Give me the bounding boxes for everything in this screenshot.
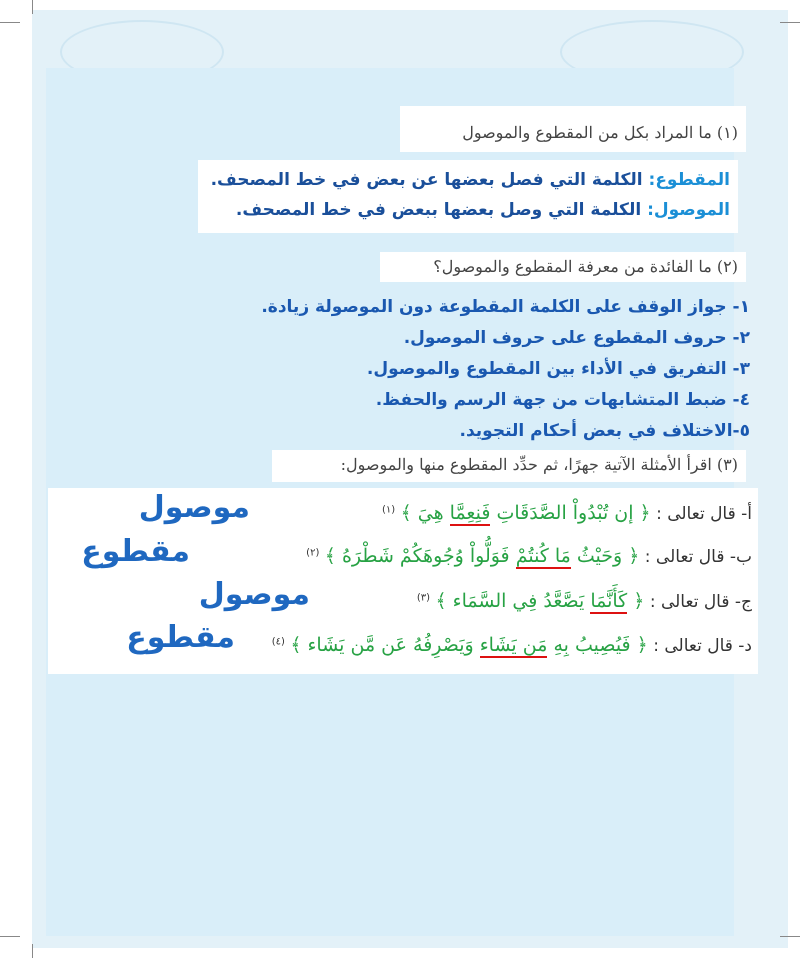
- answer-label: موصول: [198, 577, 310, 612]
- example-label: ج- قال تعالى :: [649, 592, 752, 612]
- example-label: أ- قال تعالى :: [656, 504, 752, 524]
- list-item: ٤- ضبط المتشابهات من جهة الرسم والحفظ.: [375, 390, 750, 410]
- question-2: (٢) ما الفائدة من معرفة المقطوع والموصول؟: [380, 252, 746, 282]
- list-item: ١- جواز الوقف على الكلمة المقطوعة دون الموصولة زيادة.: [261, 297, 750, 317]
- footnote-ref: (١): [381, 504, 396, 516]
- example-label: د- قال تعالى :: [653, 636, 752, 656]
- example-label: ب- قال تعالى :: [644, 547, 752, 567]
- example-row: [417, 590, 752, 612]
- definition-text: الكلمة التي وصل بعضها ببعض في خط المصحف.: [235, 200, 642, 220]
- crop-mark: [32, 944, 33, 958]
- definition-text: الكلمة التي فصل بعضها عن بعض في خط المصحف.: [210, 170, 643, 190]
- list-item: ٥-الاختلاف في بعض أحكام التجويد.: [459, 421, 750, 441]
- list-item: ٢- حروف المقطوع على حروف الموصول.: [403, 328, 750, 348]
- answer-label: مقطوع: [81, 534, 190, 569]
- marked-word: مَن يَشَاء: [479, 634, 548, 656]
- crop-mark: [0, 936, 20, 937]
- definition-mawsul: [236, 200, 730, 220]
- footnote-ref: (٢): [306, 547, 320, 559]
- quran-verse: ﴿ وَحَيْثُ مَا كُنتُمْ فَوَلُّواْ وُجُوهَكُمْ شَطْرَهُ ﴾: [324, 545, 640, 567]
- quran-verse: ﴿ كَأَنَّمَا يَصَّعَّدُ فِي السَّمَاء ﴾: [435, 590, 645, 612]
- quran-verse: ﴿ إن تُبْدُواْ الصَّدَقَاتِ فَنِعِمَّا هِيَ ﴾: [400, 502, 651, 524]
- crop-mark: [32, 0, 33, 14]
- crop-mark: [0, 22, 20, 23]
- example-row: [382, 502, 752, 524]
- example-row: [272, 634, 752, 656]
- definitions-box: [198, 160, 738, 233]
- answer-label: موصول: [138, 490, 250, 525]
- marked-word: كَأَنَّمَا: [590, 590, 628, 612]
- definition-term: المقطوع:: [648, 170, 730, 190]
- footnote-ref: (٤): [271, 636, 285, 648]
- question-1: (١) ما المراد بكل من المقطوع والموصول: [400, 106, 746, 152]
- crop-mark: [780, 22, 800, 23]
- marked-word: فَنِعِمَّا: [449, 502, 491, 524]
- benefits-list: [261, 292, 750, 447]
- definition-maqtu: [211, 170, 730, 190]
- footnote-ref: (٣): [416, 592, 431, 604]
- crop-mark: [780, 936, 800, 937]
- answer-label: مقطوع: [126, 620, 235, 655]
- marked-word: مَا كُنتُمْ: [515, 545, 571, 567]
- quran-verse: ﴿ فَيُصِيبُ بِهِ مَن يَشَاء وَيَصْرِفُهُ عَن مَّن يَشَاء ﴾: [290, 634, 648, 656]
- example-row: [306, 545, 752, 567]
- list-item: ٣- التفريق في الأداء بين المقطوع والموصول.: [366, 359, 750, 379]
- definition-term: الموصول:: [647, 200, 730, 220]
- question-3: (٣) اقرأ الأمثلة الآتية جهرًا، ثم حدِّد المقطوع منها والموصول:: [272, 450, 746, 482]
